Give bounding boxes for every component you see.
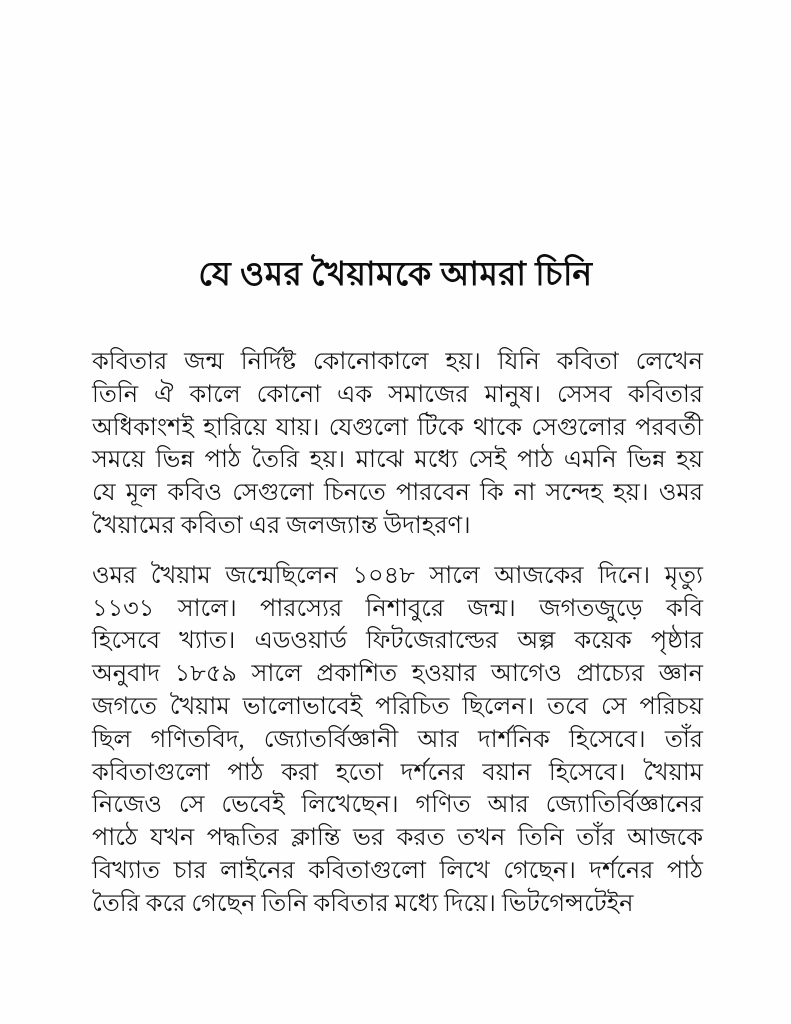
text-line: তৈরি করে গেছেন তিনি কবিতার মধ্যে দিয়ে। ভিটগেন্সটেইন	[92, 890, 634, 917]
text-line: বিখ্যাত চার লাইনের কবিতাগুলো লিখে গেছেন। দর্শনের পাঠ	[92, 857, 703, 884]
text-line: জগতে খৈয়াম ভালোভাবেই পরিচিত ছিলেন। তবে সে পরিচয়	[92, 693, 703, 720]
page-title: যে ওমর খৈয়ামকে আমরা চিনি	[198, 257, 593, 293]
text-line: ছিল গণিতবিদ, জ্যোতর্বিজ্ঞানী আর দার্শনিক হিসেবে। তাঁর	[92, 726, 703, 753]
text-line: কবিতার জন্ম নির্দিষ্ট কোনোকালে হয়। যিনি কবিতা লেখেন	[92, 349, 703, 375]
text-line: তিনি ঐ কালে কোনো এক সমাজের মানুষ। সেসব কবিতার	[92, 381, 703, 408]
body-text	[92, 346, 703, 938]
text-line: অধিকাংশই হারিয়ে যায়। যেগুলো টিকে থাকে সেগুলোর পরবর্তী	[92, 414, 703, 441]
text-line: পাঠে যখন পদ্ধতির ক্লান্তি ভর করত তখন তিনি তাঁর আজকে	[92, 825, 703, 852]
text-line: ওমর খৈয়াম জন্মেছিলেন ১০৪৮ সালে আজকের দিনে। মৃত্যু	[92, 562, 703, 589]
text-line: নিজেও সে ভেবেই লিখেছেন। গণিত আর জ্যোতির্বিজ্ঞানের	[92, 792, 703, 819]
text-line: ১১৩১ সালে। পারস্যের নিশাবুরে জন্ম। জগতজুড়ে কবি	[92, 595, 703, 622]
text-line: খৈয়ামের কবিতা এর জলজ্যান্ত উদাহরণ।	[92, 512, 471, 539]
paragraph-2	[92, 560, 703, 921]
text-line: হিসেবে খ্যাত। এডওয়ার্ড ফিটজেরাল্ডের অল্প কয়েক পৃষ্ঠার	[92, 628, 703, 655]
paragraph-1	[92, 346, 703, 543]
text-line: কবিতাগুলো পাঠ করা হতো দর্শনের বয়ান হিসেবে। খৈয়াম	[92, 759, 703, 786]
text-line: যে মূল কবিও সেগুলো চিনতে পারবেন কি না সন্দেহ হয়। ওমর	[92, 480, 703, 507]
text-line: সময়ে ভিন্ন পাঠ তৈরি হয়। মাঝে মধ্যে সেই পাঠ এমনি ভিন্ন হয়	[92, 447, 703, 474]
text-line: অনুবাদ ১৮৫৯ সালে প্রকাশিত হওয়ার আগেও প্রাচ্যের জ্ঞান	[92, 661, 703, 688]
